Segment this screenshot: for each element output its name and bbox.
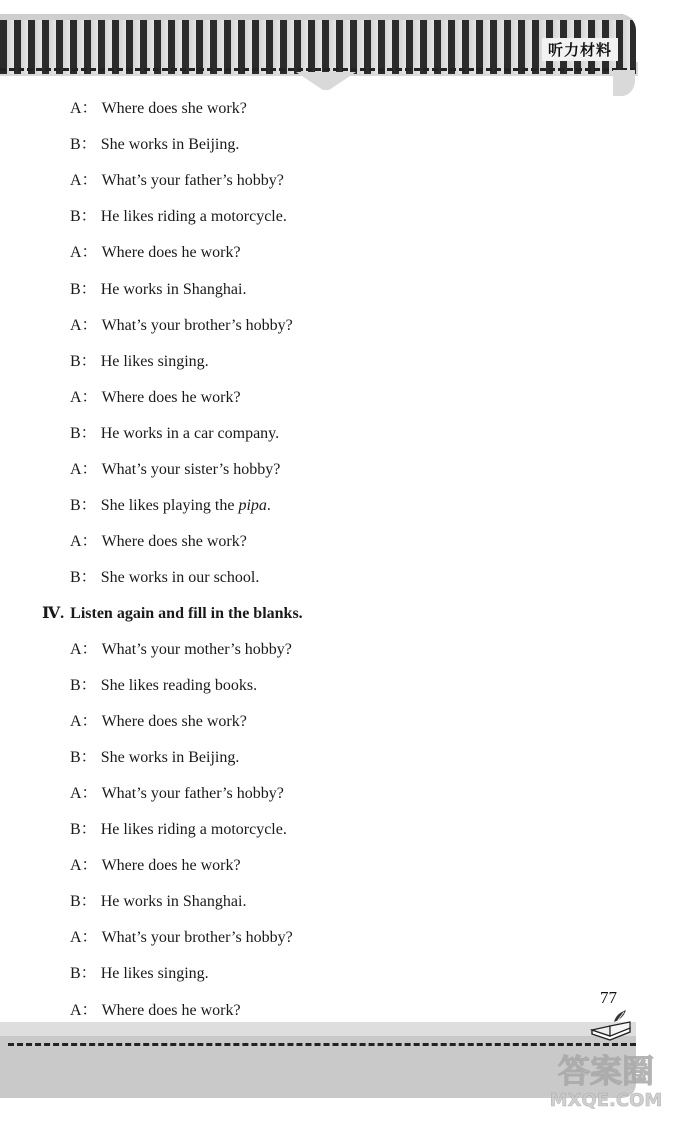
dialogue-text: She works in our school. bbox=[100, 569, 260, 586]
dialogue-line bbox=[70, 820, 287, 840]
dialogue-text: She works in Beijing. bbox=[100, 136, 240, 153]
dialogue-line bbox=[70, 496, 271, 516]
section-heading bbox=[42, 604, 303, 624]
dialogue-text: Where does she work? bbox=[101, 533, 247, 550]
footer-dashed-rule bbox=[8, 1043, 636, 1046]
dialogue-line bbox=[70, 784, 284, 804]
dialogue-line bbox=[70, 640, 292, 660]
speaker-label: A： bbox=[70, 172, 98, 189]
speaker-label: B： bbox=[70, 208, 97, 225]
dialogue-line bbox=[70, 568, 259, 588]
dialogue-text: Where does he work? bbox=[101, 244, 241, 261]
dialogue-text: Where does she work? bbox=[101, 100, 247, 117]
speaker-label: B： bbox=[70, 425, 97, 442]
open-book-icon bbox=[588, 1008, 634, 1044]
dialogue-text: Where does he work? bbox=[101, 1002, 241, 1019]
speaker-label: B： bbox=[70, 893, 97, 910]
dialogue-text: What’s your brother’s hobby? bbox=[101, 929, 293, 946]
dialogue-text: He works in a car company. bbox=[100, 425, 280, 442]
dialogue-line bbox=[70, 316, 293, 336]
dialogue-text: He likes singing. bbox=[100, 353, 209, 370]
dialogue-line bbox=[70, 99, 247, 119]
speaker-label: B： bbox=[70, 677, 97, 694]
dialogue-text: He likes riding a motorcycle. bbox=[100, 208, 287, 225]
dialogue-line bbox=[70, 243, 241, 263]
dialogue-line bbox=[70, 207, 287, 227]
watermark-url: MXQE.COM bbox=[549, 1090, 663, 1111]
dialogue-text: Where does he work? bbox=[101, 857, 241, 874]
speaker-label: A： bbox=[70, 1002, 98, 1019]
speaker-label: B： bbox=[70, 353, 97, 370]
speaker-label: B： bbox=[70, 136, 97, 153]
dialogue-line bbox=[70, 424, 279, 444]
section-heading-text: Listen again and fill in the blanks. bbox=[70, 605, 303, 622]
page-number: 77 bbox=[600, 988, 617, 1007]
speaker-label: B： bbox=[70, 497, 97, 514]
dialogue-line bbox=[70, 352, 209, 372]
header-notch bbox=[296, 72, 356, 90]
speaker-label: A： bbox=[70, 244, 98, 261]
section-numeral: Ⅳ. bbox=[42, 605, 65, 622]
dialogue-punctuation: . bbox=[266, 497, 271, 514]
dialogue-text: What’s your brother’s hobby? bbox=[101, 317, 293, 334]
dialogue-text: Where does she work? bbox=[101, 713, 247, 730]
speaker-label: B： bbox=[70, 965, 97, 982]
speaker-label: A： bbox=[70, 713, 98, 730]
dialogue-line bbox=[70, 280, 246, 300]
dialogue-text: What’s your father’s hobby? bbox=[101, 785, 284, 802]
header-top-strip bbox=[0, 14, 636, 20]
speaker-label: A： bbox=[70, 461, 98, 478]
speaker-label: B： bbox=[70, 749, 97, 766]
dialogue-line bbox=[70, 892, 246, 912]
watermark-title: 答案圈 bbox=[557, 1052, 654, 1090]
header-band bbox=[0, 14, 636, 74]
dialogue-line bbox=[70, 532, 247, 552]
speaker-label: A： bbox=[70, 389, 98, 406]
footer-top-strip bbox=[0, 1022, 636, 1036]
speaker-label: A： bbox=[70, 100, 98, 117]
dialogue-italic-word: pipa bbox=[238, 497, 267, 514]
dialogue-line bbox=[70, 135, 239, 155]
dialogue-line bbox=[70, 748, 239, 768]
speaker-label: A： bbox=[70, 929, 98, 946]
dialogue-line bbox=[70, 1001, 241, 1021]
dialogue-line bbox=[70, 388, 241, 408]
dialogue-line bbox=[70, 171, 284, 191]
speaker-label: B： bbox=[70, 281, 97, 298]
speaker-label: B： bbox=[70, 821, 97, 838]
speaker-label: A： bbox=[70, 641, 98, 658]
dialogue-line bbox=[70, 712, 247, 732]
speaker-label: A： bbox=[70, 785, 98, 802]
dialogue-text: He likes riding a motorcycle. bbox=[100, 821, 287, 838]
speaker-label: B： bbox=[70, 569, 97, 586]
dialogue-line bbox=[70, 928, 293, 948]
watermark bbox=[540, 1052, 672, 1112]
dialogue-line bbox=[70, 676, 257, 696]
dialogue-text: He likes singing. bbox=[100, 965, 209, 982]
speaker-label: A： bbox=[70, 533, 98, 550]
dialogue-text: She likes playing the bbox=[100, 497, 235, 514]
dialogue-text: She works in Beijing. bbox=[100, 749, 240, 766]
header-title: 听力材料 bbox=[542, 38, 618, 61]
dialogue-text: He works in Shanghai. bbox=[100, 281, 247, 298]
header-corner-curl bbox=[613, 70, 635, 96]
dialogue-text: Where does he work? bbox=[101, 389, 241, 406]
dialogue-text: She likes reading books. bbox=[100, 677, 258, 694]
header-dashed-rule bbox=[0, 68, 636, 71]
speaker-label: A： bbox=[70, 317, 98, 334]
dialogue-text: He works in Shanghai. bbox=[100, 893, 247, 910]
dialogue-line bbox=[70, 460, 280, 480]
dialogue-text: What’s your mother’s hobby? bbox=[101, 641, 292, 658]
dialogue-text: What’s your sister’s hobby? bbox=[101, 461, 281, 478]
dialogue-line bbox=[70, 964, 209, 984]
speaker-label: A： bbox=[70, 857, 98, 874]
dialogue-text: What’s your father’s hobby? bbox=[101, 172, 284, 189]
dialogue-line bbox=[70, 856, 241, 876]
